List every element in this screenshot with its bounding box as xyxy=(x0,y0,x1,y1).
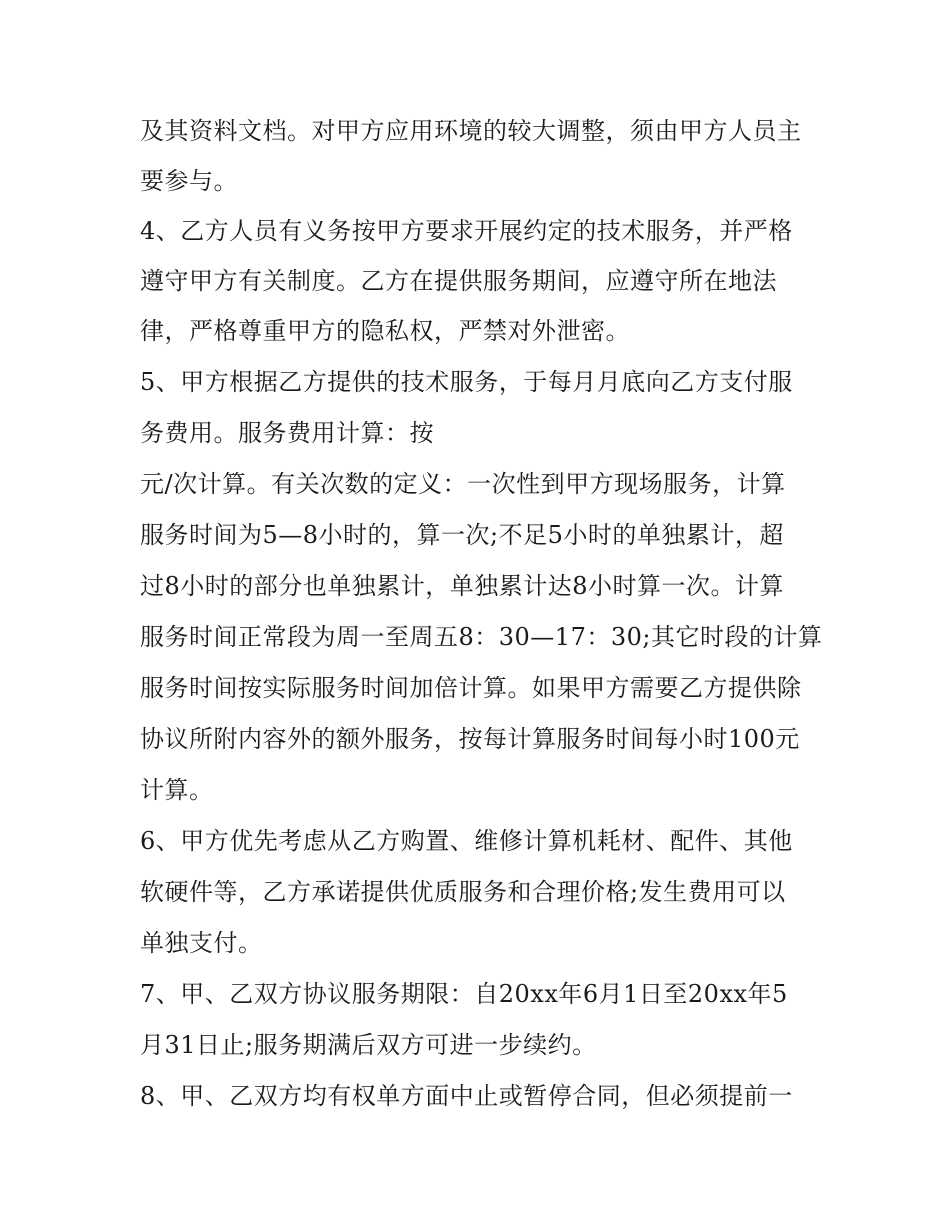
text-line: 要参与。 xyxy=(140,167,238,195)
text-line: 遵守甲方有关制度。乙方在提供服务期间，应遵守所在地法 xyxy=(140,267,777,295)
text-line: 7、甲、乙双方协议服务期限：自20xx年6月1日至20xx年5 xyxy=(140,980,788,1008)
text-line: 过8小时的部分也单独累计，单独累计达8小时算一次。计算 xyxy=(140,572,785,600)
text-line: 月31日止;服务期满后双方可进一步续约。 xyxy=(140,1031,597,1059)
text-line: 计算。 xyxy=(140,776,214,804)
text-line: 及其资料文档。对甲方应用环境的较大调整，须由甲方人员主 xyxy=(140,117,802,145)
text-line: 6、甲方优先考虑从乙方购置、维修计算机耗材、配件、其他 xyxy=(140,827,793,855)
text-line: 5、甲方根据乙方提供的技术服务，于每月月底向乙方支付服 xyxy=(140,368,793,396)
text-line: 服务时间按实际服务时间加倍计算。如果甲方需要乙方提供除 xyxy=(140,674,802,702)
text-line: 服务时间为5—8小时的，算一次;不足5小时的单独累计，超 xyxy=(140,521,784,549)
text-line: 4、乙方人员有义务按甲方要求开展约定的技术服务，并严格 xyxy=(140,217,793,245)
text-line: 服务时间正常段为周一至周五8：30—17：30;其它时段的计算 xyxy=(140,623,823,651)
text-line: 务费用。服务费用计算：按 xyxy=(140,419,434,447)
text-line: 软硬件等，乙方承诺提供优质服务和合理价格;发生费用可以 xyxy=(140,878,786,906)
text-line: 律，严格尊重甲方的隐私权，严禁对外泄密。 xyxy=(140,317,630,345)
text-line: 协议所附内容外的额外服务，按每计算服务时间每小时100元 xyxy=(140,725,800,753)
text-line: 8、甲、乙双方均有权单方面中止或暂停合同，但必须提前一 xyxy=(140,1082,793,1110)
text-line: 元/次计算。有关次数的定义：一次性到甲方现场服务，计算 xyxy=(140,470,786,498)
text-line: 单独支付。 xyxy=(140,929,263,957)
